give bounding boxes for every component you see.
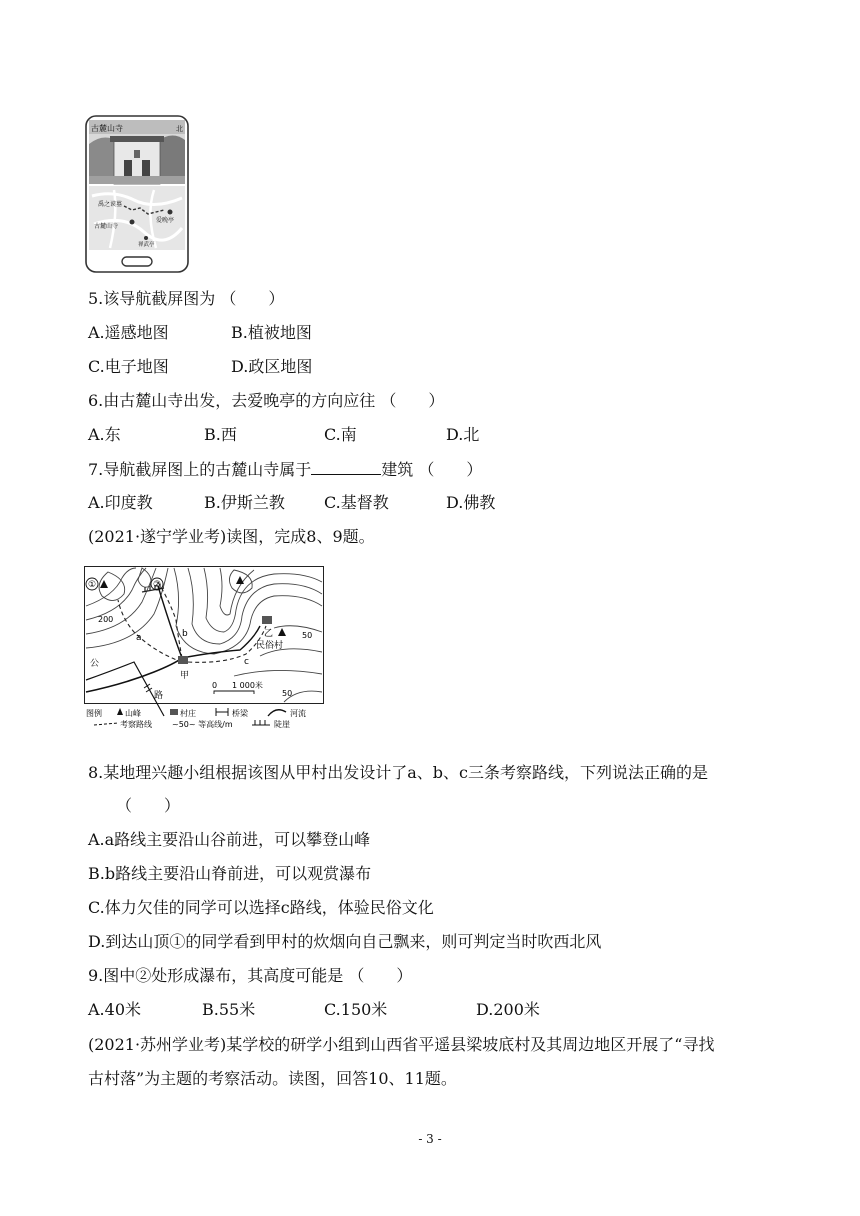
legend-river: 河流 <box>290 709 306 718</box>
q9-option-c[interactable]: C.150米 <box>324 1000 388 1019</box>
q8-option-a[interactable]: A.a路线主要沿山谷前进，可以攀登山峰 <box>88 830 371 849</box>
folk-village-label: 民俗村 <box>256 641 284 651</box>
route-a-label: a <box>136 633 142 643</box>
legend-cliff: 陡崖 <box>274 720 290 728</box>
contour-50-label-b: 50 <box>282 689 293 698</box>
q5-option-b[interactable]: B.植被地图 <box>231 323 312 342</box>
legend-route-icon <box>94 723 118 725</box>
q7-stem-before: 7.导航截屏图上的古麓山寺属于 <box>88 460 312 479</box>
legend-village-icon <box>170 709 178 715</box>
q6-option-b[interactable]: B.西 <box>204 425 237 444</box>
q5-option-c[interactable]: C.电子地图 <box>88 357 169 376</box>
photo-title-label: 古麓山寺 <box>91 124 123 133</box>
page-number: - 3 - <box>418 1132 442 1146</box>
legend-village: 村庄 <box>180 709 196 718</box>
q9-option-a[interactable]: A.40米 <box>88 1000 142 1019</box>
legend-cliff-icon <box>252 720 270 725</box>
q9-option-b[interactable]: B.55米 <box>202 1000 256 1019</box>
legend-title: 图例 <box>86 709 102 718</box>
peak-2-label: ② <box>153 580 162 590</box>
phone-navigation-figure <box>84 114 190 274</box>
intro-8-9: (2021·遂宁学业考)读图，完成8、9题。 <box>88 527 375 546</box>
q8-option-b[interactable]: B.b路线主要沿山脊前进，可以观赏瀑布 <box>88 864 372 883</box>
contour-50-label-a: 50 <box>302 631 313 640</box>
legend-route: 考察路线 <box>120 720 152 728</box>
legend-peak: 山峰 <box>125 709 141 718</box>
intro-10-11-line2: 古村落”为主题的考察活动。读图，回答10、11题。 <box>88 1069 457 1088</box>
village-jia-marker <box>178 656 188 664</box>
contour-200-label: 200 <box>98 615 114 624</box>
legend-peak-icon <box>117 708 123 715</box>
legend-bridge-icon <box>216 708 228 716</box>
north-label: 北 <box>176 125 183 133</box>
village-yi-label: 乙 <box>264 629 274 639</box>
place-label-aiwan: 爱晚亭 <box>156 217 175 224</box>
place-label-chanwu: 禅武亭 <box>138 242 155 248</box>
contour-map-figure <box>84 566 324 728</box>
q6-option-c[interactable]: C.南 <box>324 425 357 444</box>
q7-option-a[interactable]: A.印度教 <box>88 493 153 512</box>
q6-option-a[interactable]: A.东 <box>88 425 121 444</box>
q6-option-d[interactable]: D.北 <box>446 425 480 444</box>
q5-stem: 5.该导航截屏图为 （ ） <box>88 289 285 308</box>
q6-stem: 6.由古麓山寺出发，去爱晚亭的方向应往 （ ） <box>88 391 445 410</box>
q9-stem: 9.图中②处形成瀑布，其高度可能是 （ ） <box>88 966 413 985</box>
village-yi-marker <box>262 616 272 624</box>
q7-option-d[interactable]: D.佛教 <box>446 493 496 512</box>
scale-zero-label: 0 <box>212 681 218 690</box>
q5-option-d[interactable]: D.政区地图 <box>231 357 313 376</box>
q8-option-c[interactable]: C.体力欠佳的同学可以选择c路线，体验民俗文化 <box>88 898 434 917</box>
q7-option-c[interactable]: C.基督教 <box>324 493 389 512</box>
road-label-2: 路 <box>154 691 164 701</box>
legend-bridge: 桥梁 <box>232 709 248 718</box>
q9-option-d[interactable]: D.200米 <box>476 1000 540 1019</box>
q7-answer-blank <box>311 458 381 475</box>
intro-10-11-line1: (2021·苏州学业考)某学校的研学小组到山西省平遥县梁坡底村及其周边地区开展了“寻找 <box>88 1035 715 1054</box>
q8-stem: 8.某地理兴趣小组根据该图从甲村出发设计了a、b、c三条考察路线，下列说法正确的是 <box>88 763 709 782</box>
legend-contour: ~50~ 等高线/m <box>172 720 233 728</box>
scale-distance-label: 1 000米 <box>232 681 263 690</box>
place-label-yu: 禹之谟墓 <box>98 201 123 208</box>
route-c-label: c <box>244 657 249 667</box>
q7-option-b[interactable]: B.伊斯兰教 <box>204 493 285 512</box>
road-label-1: 公 <box>90 659 100 669</box>
legend-river-icon <box>268 710 286 716</box>
q5-option-a[interactable]: A.遥感地图 <box>88 323 169 342</box>
place-label-gulu: 古麓山寺 <box>94 223 119 230</box>
peak-1-label: ① <box>88 580 97 590</box>
q7-stem <box>88 458 482 481</box>
q8-option-d[interactable]: D.到达山顶①的同学看到甲村的炊烟向自己飘来，则可判定当时吹西北风 <box>88 932 602 951</box>
q8-paren: （ ） <box>116 796 181 815</box>
route-b-label: b <box>182 629 188 639</box>
q7-stem-after: 建筑 （ ） <box>381 460 483 479</box>
village-jia-label: 甲 <box>180 671 190 681</box>
